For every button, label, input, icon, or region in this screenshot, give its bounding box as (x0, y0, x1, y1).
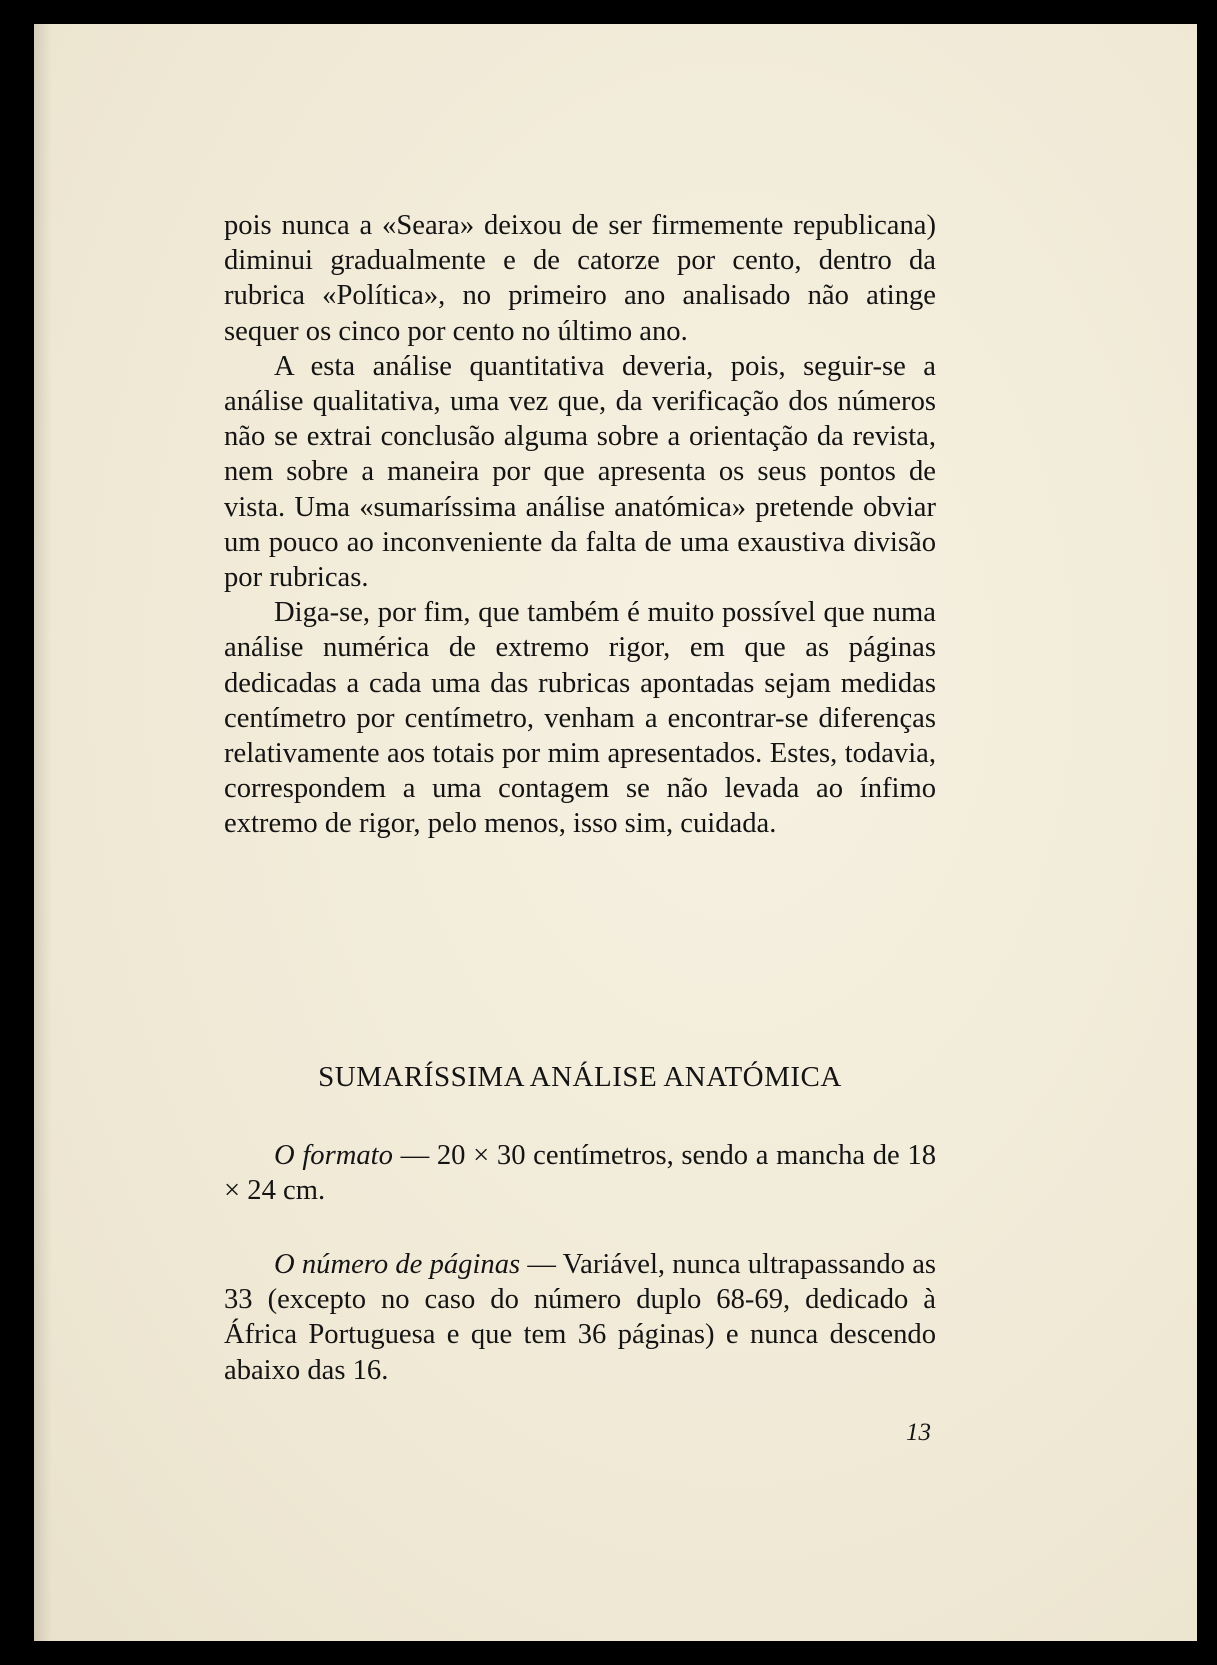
entry-text: — Variável, nunca ultrapassando as 33 (excepto no caso do número duplo 68-69, dedicado à África Portuguesa e que tem 36 páginas) e nunca descendo abaixo das 16. (224, 1249, 937, 1386)
paragraph-continuation: pois nunca a «Seara» deixou de ser firmemente republicana) diminui gradualmente e de catorze por cento, dentro da rubrica «Política», no primeiro ano analisado não atinge sequer os cinco por cento no último ano. (224, 210, 936, 347)
entry-text: — 20 × 30 centímetros, sendo a mancha de 18 × 24 cm. (224, 1140, 936, 1207)
entry-page-count (224, 1247, 936, 1388)
body-text (224, 208, 936, 842)
gutter-shadow (34, 24, 52, 1641)
entry-term: O número de páginas (274, 1249, 521, 1280)
paragraph-quantitative-analysis: A esta análise quantitativa deveria, pois, seguir-se a análise qualitativa, uma vez que, da verificação dos números não se extrai conclusão alguma sobre a orientação da revista, nem sobre a maneira por que apresenta os seus pontos de vista. Uma «sumaríssima análise anatómica» pretende obviar um pouco ao inconveniente da falta de uma exaustiva divisão por rubricas. (224, 350, 936, 594)
section-heading: SUMARÍSSIMA ANÁLISE ANATÓMICA (318, 1061, 842, 1093)
entry-format (224, 1138, 936, 1208)
paragraph-numerical-rigor: Diga-se, por fim, que também é muito possível que numa análise numérica de extremo rigor, em que as páginas dedicadas a cada uma das rubricas apontadas sejam medidas centímetro por centímetro, venham a encontrar-se diferenças relativamente aos totais por mim apresentados. Estes, todavia, correspondem a uma contagem se não levada ao ínfimo extremo de rigor, pelo menos, isso sim, cuidada. (224, 597, 936, 840)
entry-term: O formato (274, 1140, 393, 1171)
page-number: 13 (906, 1419, 931, 1446)
